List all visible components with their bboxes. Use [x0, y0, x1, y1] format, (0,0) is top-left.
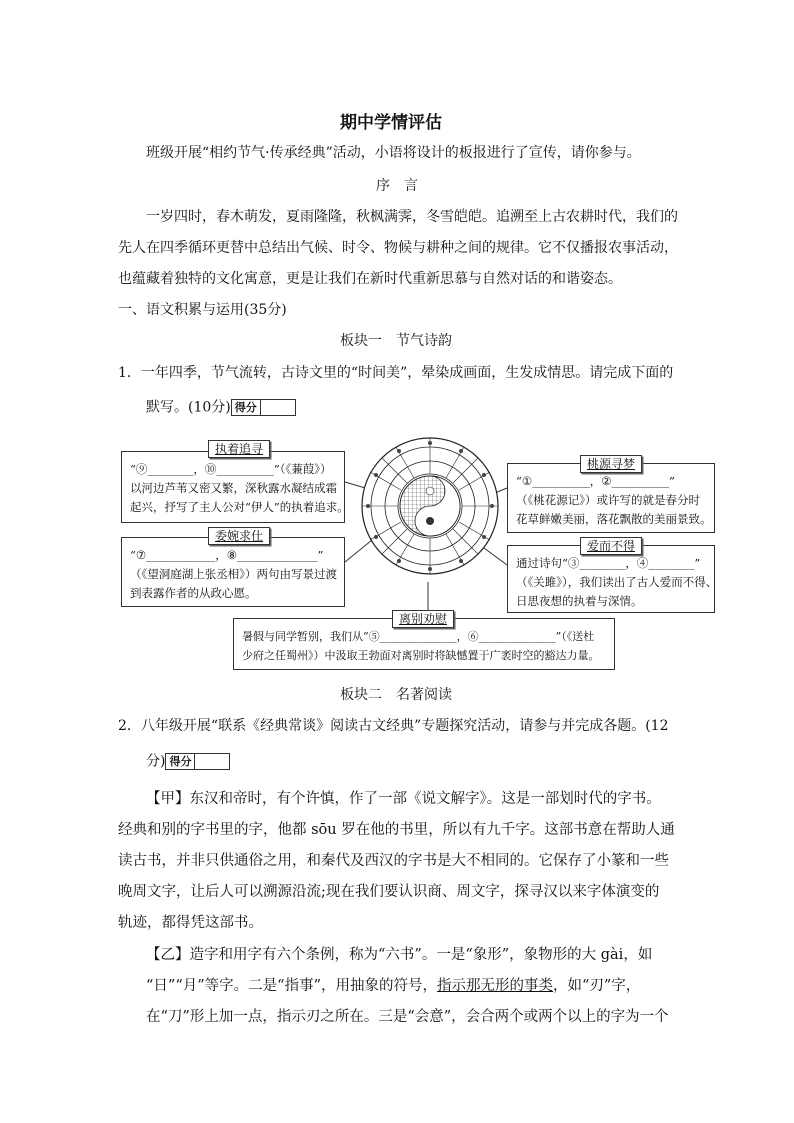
- box-line: 少府之任蜀州》）中汲取王勃面对离别时将缺憾置于广袤时空的豁达力量。: [242, 649, 600, 662]
- passage-line: 在“刀”形上加一点，指示刃之所在。三是“会意”，会合两个或两个以上的字为一个: [146, 1009, 669, 1025]
- score-box[interactable]: [165, 753, 230, 770]
- passage-text: ，如“刃”字，: [552, 978, 641, 994]
- section-heading: 一、语文积累与运用(35分): [118, 302, 287, 318]
- preface-line: 先人在四季循环更替中总结出气候、时令、物候与耕种之间的规律。它不仅播报农事活动，: [118, 240, 678, 256]
- tag-libie: 离别劝慰: [392, 610, 454, 628]
- tag-zhizhuo: 执着追寻: [208, 440, 270, 458]
- passage-line: 晚周文字，让后人可以溯源沿流;现在我们要认识商、周文字，探寻汉以来字体演变的: [118, 884, 660, 900]
- passage-line: 经典和别的字书里的字，他都 sōu 罗在他的书里，所以有九千字。这部书意在帮助人通: [118, 822, 675, 838]
- box-line: （《望洞庭湖上张丞相》）两句由写景过渡: [130, 567, 337, 581]
- preface-line: 也蕴藏着独特的文化寓意，更是让我们在新时代重新思慕与自然对话的和谐姿态。: [118, 271, 622, 287]
- passage-line: 【甲】东汉和帝时，有个许慎，作了一部《说文解字》。这是一部划时代的字书。: [146, 791, 661, 807]
- block2-heading: 板块二 名著阅读: [340, 687, 452, 703]
- box-line: 花草鲜嫩美丽，落花飘散的美丽景致。: [516, 512, 712, 526]
- preface-line: 一岁四时，春木萌发，夏雨隆隆，秋枫满霁，冬雪皑皑。追溯至上古农耕时代，我们的: [146, 209, 678, 225]
- underlined-phrase: 指示那无形的事类: [436, 978, 553, 994]
- q2-points: 分): [146, 753, 166, 770]
- passage-line: 读古书，并非只供通俗之用，和秦代及西汉的字书是大不相同的。它保存了小篆和一些: [118, 853, 669, 869]
- q2-line: [146, 753, 230, 770]
- passage-line: [146, 979, 640, 994]
- q1-points: 默写。(10分): [146, 399, 231, 416]
- score-blank[interactable]: [195, 754, 229, 769]
- box-line: 起兴，抒写了主人公对“伊人”的执着追求。: [130, 500, 349, 514]
- passage-line: 轨迹，都得凭这部书。: [118, 915, 263, 931]
- score-label: 得分: [166, 754, 195, 769]
- box-line: “⑨________，⑩__________”（《蒹葭》）: [130, 462, 332, 476]
- box-line: 暑假与同学暂别，我们从“⑤______________，⑥______________”（《送杜: [242, 630, 595, 643]
- box-line: 日思夜想的执着与深情。: [516, 594, 643, 608]
- box-line: “⑦____________，⑧______________”: [130, 548, 324, 562]
- box-taoyuan: [507, 463, 715, 533]
- box-aier: [507, 545, 718, 613]
- solar-terms-wheel-icon: [360, 432, 500, 580]
- score-label: 得分: [232, 400, 261, 415]
- intro-text: 班级开展“相约节气·传承经典”活动，小语将设计的板报进行了宣传，请你参与。: [146, 145, 641, 161]
- box-zhizhuo: [121, 451, 349, 523]
- tag-weiwan: 委婉求仕: [208, 527, 270, 545]
- box-line: 以河边芦苇又密又繁，深秋露水凝结成霜: [130, 481, 337, 495]
- tag-aier: 爱而不得: [580, 537, 642, 555]
- box-line: 到表露作者的从政心愿。: [130, 586, 257, 600]
- box-weiwan: [121, 537, 345, 607]
- block1-heading: 板块一 节气诗韵: [340, 333, 452, 349]
- box-line: 通过诗句“③________，④________”: [516, 556, 701, 570]
- page-title: 期中学情评估: [340, 113, 442, 133]
- box-line: （《桃花源记》）或许写的就是春分时: [516, 493, 700, 507]
- q1-line: 1．一年四季，节气流转，古诗文里的“时间美”，晕染成画面，生发成情思。请完成下面的: [118, 365, 674, 381]
- passage-line: 【乙】造字和用字有六个条例，称为“六书”。一是“象形”，象物形的大 gài，如: [146, 947, 653, 963]
- tag-taoyuan: 桃源寻梦: [580, 455, 642, 473]
- box-line: （《关雎》），我们读出了古人爱而不得、: [516, 575, 718, 589]
- preface-heading: 序 言: [376, 178, 418, 194]
- box-line: “①__________，②__________”: [516, 474, 675, 488]
- q2-line: 2．八年级开展“联系《经典常谈》阅读古文经典”专题探究活动，请参与并完成各题。(12: [118, 718, 669, 734]
- passage-text: “日”“月”等字。二是“指事”，用抽象的符号，: [146, 978, 437, 994]
